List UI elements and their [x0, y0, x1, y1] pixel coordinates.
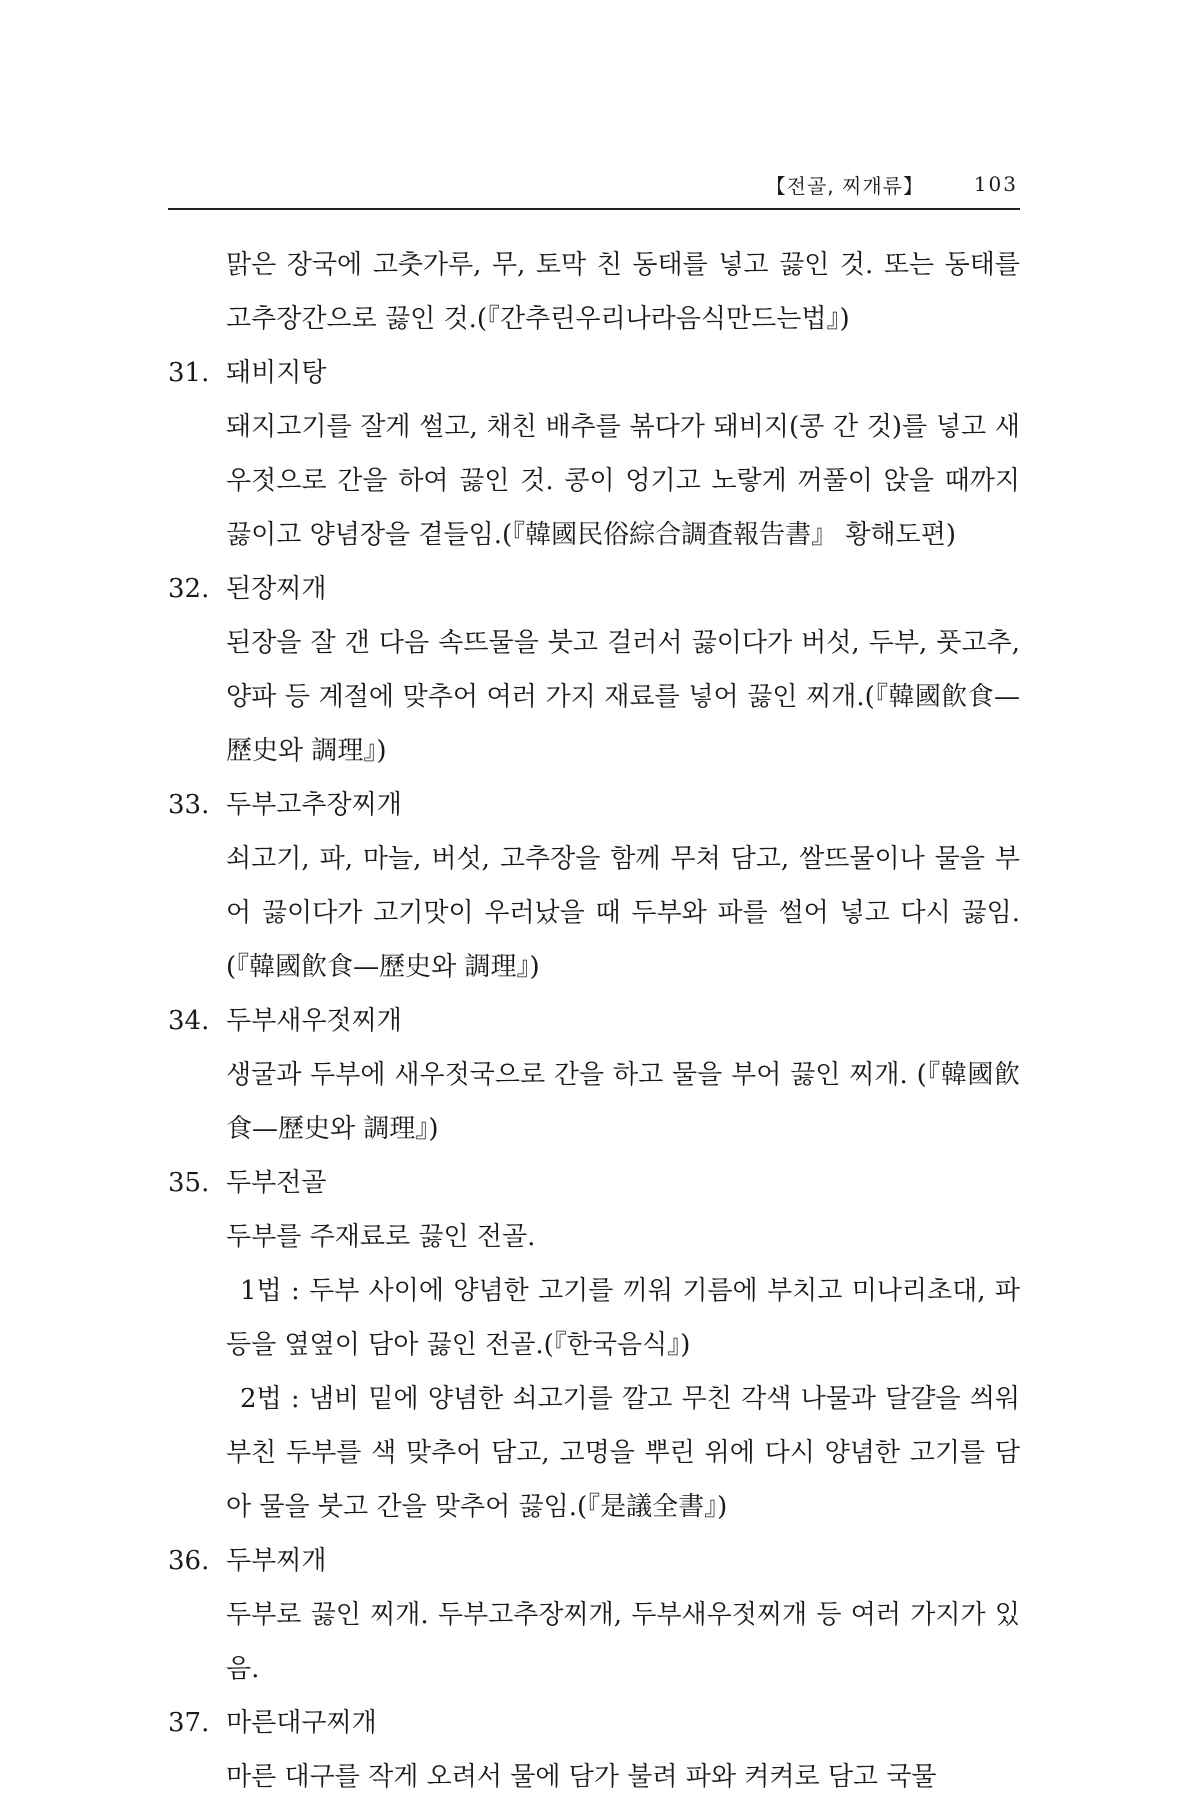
entry-title — [168, 1156, 1020, 1210]
entry-34 — [168, 994, 1020, 1156]
section-title: 【전골, 찌개류】 — [765, 174, 924, 198]
entry-body: 쇠고기, 파, 마늘, 버섯, 고추장을 함께 무쳐 담고, 쌀뜨물이나 물을 부어 끓이다가 고기맛이 우러났을 때 두부와 파를 썰어 넣고 다시 끓임.(『韓國飮食—歷史와 調理』) — [226, 844, 1020, 982]
entry-number: 36. — [168, 1546, 210, 1576]
continued-paragraph: 맑은 장국에 고춧가루, 무, 토막 친 동태를 넣고 끓인 것. 또는 동태를 고추장간으로 끓인 것.(『간추린우리나라음식만드는법』) — [226, 250, 1020, 334]
entry-number: 32. — [168, 574, 210, 604]
entry-title-text: 두부고추장찌개 — [226, 790, 402, 820]
entry-31 — [168, 346, 1020, 562]
entry-title-text: 마른대구찌개 — [226, 1708, 377, 1738]
entry-title — [168, 346, 1020, 400]
method-1: 1법 : 두부 사이에 양념한 고기를 끼워 기름에 부치고 미나리초대, 파 등을 옆옆이 담아 끓인 전골.(『한국음식』) — [226, 1276, 1020, 1360]
entry-title-text: 두부전골 — [226, 1168, 327, 1198]
entry-title — [168, 1696, 1020, 1750]
entry-number: 35. — [168, 1168, 210, 1198]
entry-body: 돼지고기를 잘게 썰고, 채친 배추를 볶다가 돼비지(콩 간 것)를 넣고 새우젓으로 간을 하여 끓인 것. 콩이 엉기고 노랗게 꺼풀이 앉을 때까지 끓이고 양념장을 곁들임.(『韓國民俗綜合調査報告書』 황해도편) — [226, 412, 1020, 550]
entry-32 — [168, 562, 1020, 778]
page-body — [168, 238, 1020, 1804]
entry-title — [168, 562, 1020, 616]
entry-body: 마른 대구를 작게 오려서 물에 담가 불려 파와 켜켜로 담고 국물 — [226, 1762, 937, 1792]
entry-33 — [168, 778, 1020, 994]
entry-title-text: 두부새우젓찌개 — [226, 1006, 402, 1036]
entry-body: 생굴과 두부에 새우젓국으로 간을 하고 물을 부어 끓인 찌개. (『韓國飮食—歷史와 調理』) — [226, 1060, 1020, 1144]
entry-body: 된장을 잘 갠 다음 속뜨물을 붓고 걸러서 끓이다가 버섯, 두부, 풋고추, 양파 등 계절에 맞추어 여러 가지 재료를 넣어 끓인 찌개.(『韓國飮食—歷史와 調理』) — [226, 628, 1020, 766]
entry-body: 두부로 끓인 찌개. 두부고추장찌개, 두부새우젓찌개 등 여러 가지가 있음. — [226, 1600, 1020, 1684]
entry-title-text: 돼비지탕 — [226, 358, 327, 388]
entry-title — [168, 994, 1020, 1048]
method-2: 2법 : 냄비 밑에 양념한 쇠고기를 깔고 무친 각색 나물과 달걀을 씌워 부친 두부를 색 맞추어 담고, 고명을 뿌린 위에 다시 양념한 고기를 담아 물을 붓고 간을 맞추어 끓임.(『是議全書』) — [226, 1384, 1020, 1522]
running-header — [168, 168, 1020, 210]
entry-title — [168, 778, 1020, 832]
entry-title-text: 두부찌개 — [226, 1546, 327, 1576]
page-number: 103 — [973, 172, 1018, 196]
entry-number: 34. — [168, 1006, 210, 1036]
entry-title-text: 된장찌개 — [226, 574, 327, 604]
entry-body: 두부를 주재료로 끓인 전골. — [226, 1222, 536, 1252]
entry-37 — [168, 1696, 1020, 1804]
entry-number: 31. — [168, 358, 210, 388]
entry-number: 33. — [168, 790, 210, 820]
entry-35 — [168, 1156, 1020, 1534]
entry-number: 37. — [168, 1708, 210, 1738]
entry-title — [168, 1534, 1020, 1588]
entry-36 — [168, 1534, 1020, 1696]
